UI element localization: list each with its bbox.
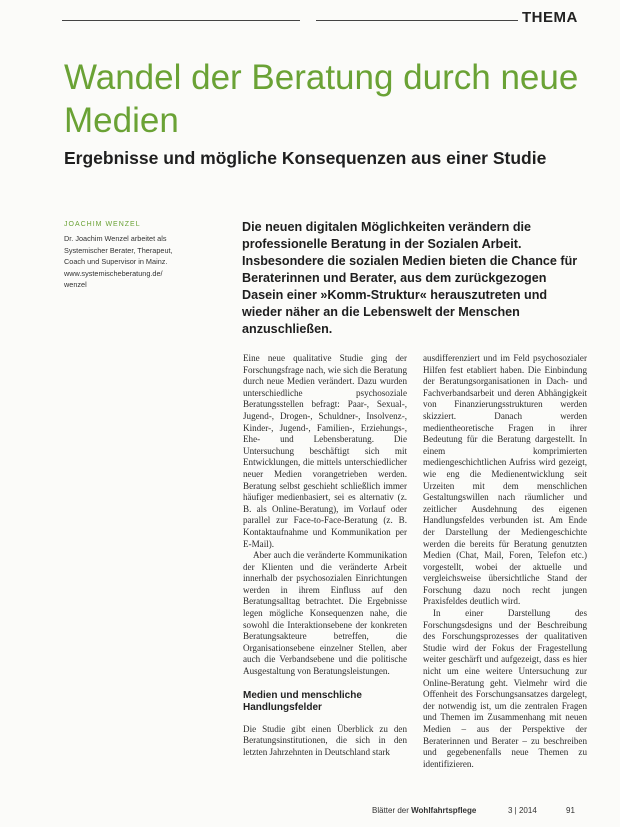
body-paragraph: Eine neue qualitative Studie ging der Forschungsfrage nach, wie sich die Beratung durch neue Medien verändert. Dazu wurden unterschiedliche psychosoziale Beratungsstellen befragt: Paar-, Sexual-, Jugend-, Drogen-, Schuldner-, Insolvenz-, Kinder-, Jugend-, Familien-, Erziehungs-, Ehe- und Lebensberatung. Die Untersuchung beschäftigt sich mit Entwicklungen, die mittels unterschiedlicher neuer Medien vorangetrieben werden. Beratung selbst geschieht schließlich immer häufiger medienbasiert, sei es alternativ (z. B. als Online-Beratung), im Vorlauf oder parallel zur Face-to-Face-Beratung (z. B. Kontaktaufnahme und Kommunikation per E-Mail). (243, 353, 407, 549)
page-number: 91 (566, 806, 575, 815)
lead-paragraph: Die neuen digitalen Möglichkeiten verändern die professionelle Beratung in der Sozialen Arbeit. Insbesondere die sozialen Medien bieten die Chance für Beraterinnen und Berater, aus dem zurückgezogen Dasein einer »Komm-Struktur« herauszutreten und wieder näher an die Lebenswelt der Menschen anzuschließen. (242, 220, 578, 336)
header-rule-right (316, 20, 518, 21)
footer-issue: 3 | 2014 (508, 806, 537, 815)
body-column-2 (423, 353, 587, 770)
footer-journal-bold: Wohlfahrtspflege (411, 806, 477, 815)
author-box (64, 219, 184, 291)
header-rule-left (62, 20, 300, 21)
article-subtitle: Ergebnisse und mögliche Konsequenzen aus einer Studie (64, 148, 547, 168)
footer-journal-prefix: Blätter der (372, 806, 412, 815)
footer-journal (372, 806, 476, 815)
section-tag: THEMA (522, 9, 578, 26)
body-paragraph: In einer Darstellung des Forschungsdesigns und der Beschreibung des Forschungsprozesses der qualitativen Studie wird der Fokus der Fragestellung weiter geschärft und aufgezeigt, dass es hier nicht um eine weitere Untersuchung zur Online-Beratung geht. Vielmehr wird die Offenheit des Forschungsansatzes dargelegt, der notwendig ist, um die zentralen Fragen und Themen im Zusammenhang mit neuen Medien – aus der Perspektive der Beraterinnen und Berater – zu beschreiben und gegebenenfalls neue Themen zu identifizieren. (423, 608, 587, 769)
author-name: JOACHIM WENZEL (64, 221, 141, 228)
section-heading: Medien und menschliche Handlungsfelder (243, 689, 362, 713)
body-column-1 (243, 353, 407, 758)
body-paragraph: Aber auch die veränderte Kommunikation der Klienten und die veränderte Arbeit innerhalb der psychosozialen Einrichtungen werden in ihrem Einfluss auf den Beratungsalltag betrachtet. Die Ergebnisse legen mögliche Konsequenzen nahe, die sowohl die Interaktionsebene der konkreten Beratungsakteure betreffen, die Organisationsebene einzelner Stellen, aber auch die Verbandsebene und die politische Ausgestaltung von Beratungsleistungen. (243, 550, 407, 677)
author-bio: Dr. Joachim Wenzel arbeitet als Systemischer Berater, Therapeut, Coach und Supervisor in Mainz. www.systemischeberatung.de/ wenzel (64, 234, 173, 290)
body-paragraph: Die Studie gibt einen Überblick zu den Beratungsinstitutionen, die sich in den letzten Jahrzehnten in Deutschland stark (243, 723, 407, 757)
article-title: Wandel der Beratung durch neue Medien (64, 58, 579, 140)
body-paragraph: ausdifferenziert und im Feld psychosozialer Hilfen fest etabliert haben. Die Einbindung der Beratungsorganisationen in Dach- und Fachverbandsarbeit und deren Abhängigkeit von Finanzierungsstrukturen werden skizziert. Danach werden medientheoretische Fragen in ihrer Bedeutung für die Beratung dargestellt. In einem komprimierten mediengeschichtlichen Aufriss wird gezeigt, wie eng die Medienentwicklung seit Urzeiten mit dem menschlichen Gestaltungswillen nach räumlicher und zeitlicher Ausdehnung des eigenen Handlungsfeldes verbunden ist. Am Ende der Darstellung der Mediengeschichte werden die bereits für Beratung genutzten Medien (Chat, Mail, Foren, Telefon etc.) vorgestellt, wobei der aktuelle und vergleichsweise übersichtliche Stand der Forschung dazu noch recht jungen Praxisfeldes deutlich wird. (423, 353, 587, 607)
